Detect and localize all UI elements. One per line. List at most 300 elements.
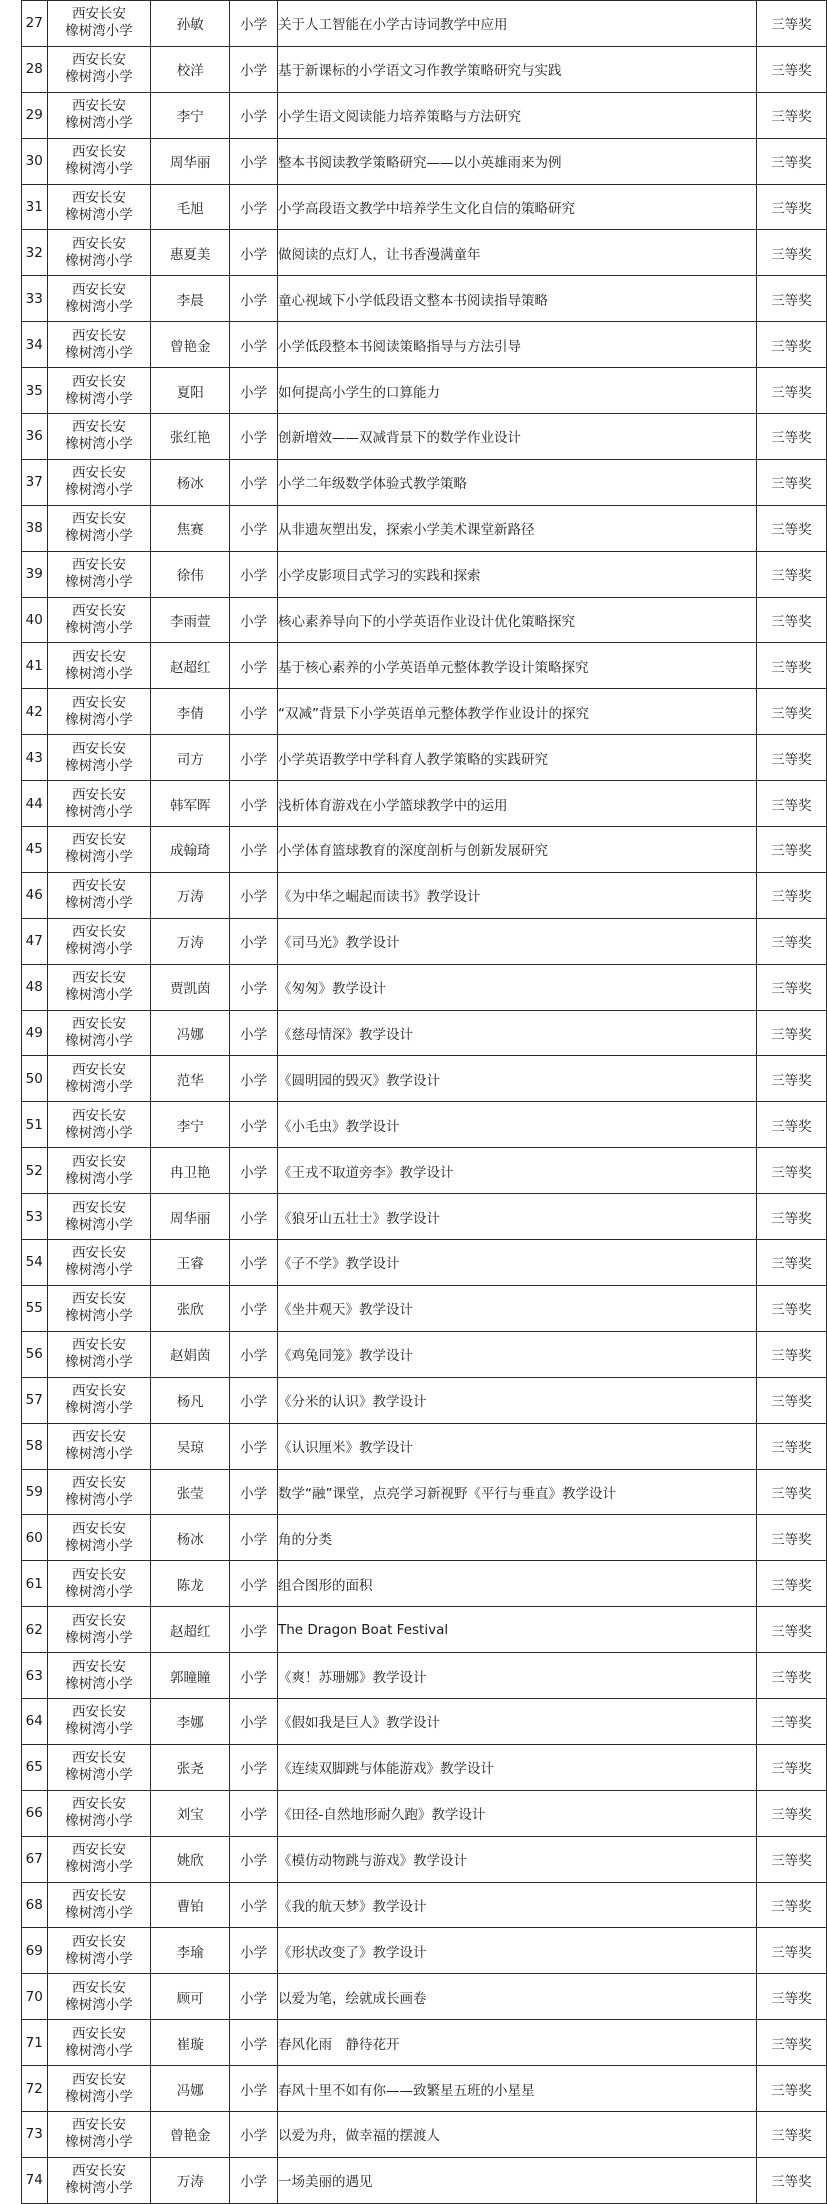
- grade-level: 小学: [230, 1836, 278, 1882]
- grade-level: 小学: [230, 1790, 278, 1836]
- school-cell: [47, 1285, 151, 1331]
- author-name: 范华: [151, 1056, 230, 1102]
- paper-title: 《假如我是巨人》教学设计: [278, 1698, 757, 1744]
- paper-title: 《圆明园的毁灭》教学设计: [278, 1056, 757, 1102]
- author-name: 成翰琦: [151, 827, 230, 873]
- school-cell: [47, 1377, 151, 1423]
- row-number: 68: [22, 1882, 48, 1928]
- author-name: 万涛: [151, 2157, 230, 2203]
- award-level: 三等奖: [756, 1698, 826, 1744]
- school-name-line-2: 橡树湾小学: [65, 1904, 133, 1921]
- row-number: 58: [22, 1423, 48, 1469]
- school-name-line-2: 橡树湾小学: [65, 2180, 133, 2197]
- school-name-line-1: 西安长安: [71, 1933, 126, 1950]
- award-level: 三等奖: [756, 689, 826, 735]
- grade-level: 小学: [230, 1882, 278, 1928]
- award-level: 三等奖: [756, 872, 826, 918]
- author-name: 张红艳: [151, 414, 230, 460]
- table-row: [22, 1377, 827, 1423]
- school-name-line-2: 橡树湾小学: [65, 895, 133, 912]
- grade-level: 小学: [230, 276, 278, 322]
- row-number: 64: [22, 1698, 48, 1744]
- row-number: 70: [22, 1974, 48, 2020]
- school-name-line-2: 橡树湾小学: [65, 23, 133, 40]
- award-level: 三等奖: [756, 138, 826, 184]
- award-level: 三等奖: [756, 1469, 826, 1515]
- award-level: 三等奖: [756, 1148, 826, 1194]
- school-cell: [47, 735, 151, 781]
- row-number: 53: [22, 1194, 48, 1240]
- award-level: 三等奖: [756, 1928, 826, 1974]
- school-name-line-1: 西安长安: [71, 2071, 126, 2088]
- school-cell: [47, 1607, 151, 1653]
- grade-level: 小学: [230, 551, 278, 597]
- school-name-line-2: 橡树湾小学: [65, 1675, 133, 1692]
- award-level: 三等奖: [756, 597, 826, 643]
- author-name: 杨凡: [151, 1377, 230, 1423]
- school-name-line-1: 西安长安: [71, 1750, 126, 1767]
- school-name-line-1: 西安长安: [71, 52, 126, 69]
- table-row: [22, 918, 827, 964]
- paper-title: 童心视域下小学低段语文整本书阅读指导策略: [278, 276, 757, 322]
- paper-title: 《认识厘米》教学设计: [278, 1423, 757, 1469]
- school-cell: [47, 1194, 151, 1240]
- award-level: 三等奖: [756, 1194, 826, 1240]
- author-name: 李雨萱: [151, 597, 230, 643]
- grade-level: 小学: [230, 1148, 278, 1194]
- paper-title: 从非遗灰塑出发，探索小学美术课堂新路径: [278, 505, 757, 551]
- row-number: 51: [22, 1102, 48, 1148]
- row-number: 41: [22, 643, 48, 689]
- author-name: 冉卫艳: [151, 1148, 230, 1194]
- school-name-line-1: 西安长安: [71, 1566, 126, 1583]
- grade-level: 小学: [230, 643, 278, 689]
- row-number: 54: [22, 1240, 48, 1286]
- school-name-line-2: 橡树湾小学: [65, 803, 133, 820]
- paper-title: 《狼牙山五壮士》教学设计: [278, 1194, 757, 1240]
- paper-title: 小学体育篮球教育的深度剖析与创新发展研究: [278, 827, 757, 873]
- school-name-line-2: 橡树湾小学: [65, 436, 133, 453]
- row-number: 37: [22, 459, 48, 505]
- table-row: [22, 1148, 827, 1194]
- school-name-line-1: 西安长安: [71, 924, 126, 941]
- school-name-line-2: 橡树湾小学: [65, 2042, 133, 2059]
- school-name-line-1: 西安长安: [71, 465, 126, 482]
- author-name: 周华丽: [151, 138, 230, 184]
- school-name-line-1: 西安长安: [71, 1979, 126, 1996]
- school-cell: [47, 1974, 151, 2020]
- paper-title: 做阅读的点灯人，让书香漫满童年: [278, 230, 757, 276]
- table-row: [22, 46, 827, 92]
- school-name-line-1: 西安长安: [71, 603, 126, 620]
- paper-title: “双减”背景下小学英语单元整体教学作业设计的探究: [278, 689, 757, 735]
- school-name-line-2: 橡树湾小学: [65, 2088, 133, 2105]
- school-cell: [47, 1744, 151, 1790]
- school-cell: [47, 1102, 151, 1148]
- award-level: 三等奖: [756, 1515, 826, 1561]
- table-row: [22, 1698, 827, 1744]
- grade-level: 小学: [230, 1285, 278, 1331]
- table-row: [22, 781, 827, 827]
- paper-title: 小学皮影项目式学习的实践和探索: [278, 551, 757, 597]
- row-number: 44: [22, 781, 48, 827]
- award-level: 三等奖: [756, 230, 826, 276]
- grade-level: 小学: [230, 872, 278, 918]
- school-name-line-2: 橡树湾小学: [65, 69, 133, 86]
- school-name-line-1: 西安长安: [71, 1291, 126, 1308]
- school-name-line-1: 西安长安: [71, 2117, 126, 2134]
- school-cell: [47, 414, 151, 460]
- row-number: 35: [22, 368, 48, 414]
- paper-title: 小学二年级数学体验式教学策略: [278, 459, 757, 505]
- table-row: [22, 1607, 827, 1653]
- grade-level: 小学: [230, 1377, 278, 1423]
- school-name-line-2: 橡树湾小学: [65, 298, 133, 315]
- school-name-line-2: 橡树湾小学: [65, 1629, 133, 1646]
- school-name-line-2: 橡树湾小学: [65, 1216, 133, 1233]
- paper-title: 角的分类: [278, 1515, 757, 1561]
- award-level: 三等奖: [756, 551, 826, 597]
- table-row: [22, 597, 827, 643]
- school-cell: [47, 1010, 151, 1056]
- grade-level: 小学: [230, 1744, 278, 1790]
- row-number: 55: [22, 1285, 48, 1331]
- school-name-line-2: 橡树湾小学: [65, 1950, 133, 1967]
- school-name-line-2: 橡树湾小学: [65, 1124, 133, 1141]
- grade-level: 小学: [230, 781, 278, 827]
- author-name: 惠夏美: [151, 230, 230, 276]
- row-number: 46: [22, 872, 48, 918]
- author-name: 郭瞳瞳: [151, 1653, 230, 1699]
- school-name-line-2: 橡树湾小学: [65, 1491, 133, 1508]
- award-level: 三等奖: [756, 414, 826, 460]
- school-name-line-1: 西安长安: [71, 1429, 126, 1446]
- row-number: 27: [22, 1, 48, 47]
- row-number: 57: [22, 1377, 48, 1423]
- author-name: 张尧: [151, 1744, 230, 1790]
- school-cell: [47, 1331, 151, 1377]
- author-name: 万涛: [151, 918, 230, 964]
- row-number: 40: [22, 597, 48, 643]
- award-level: 三等奖: [756, 459, 826, 505]
- grade-level: 小学: [230, 1928, 278, 1974]
- paper-title: 《田径-自然地形耐久跑》教学设计: [278, 1790, 757, 1836]
- paper-title: 《连续双脚跳与体能游戏》教学设计: [278, 1744, 757, 1790]
- school-name-line-1: 西安长安: [71, 786, 126, 803]
- table-row: [22, 92, 827, 138]
- row-number: 33: [22, 276, 48, 322]
- school-name-line-1: 西安长安: [71, 648, 126, 665]
- school-cell: [47, 1561, 151, 1607]
- paper-title: 小学生语文阅读能力培养策略与方法研究: [278, 92, 757, 138]
- school-name-line-2: 橡树湾小学: [65, 1033, 133, 1050]
- author-name: 王睿: [151, 1240, 230, 1286]
- school-name-line-1: 西安长安: [71, 327, 126, 344]
- row-number: 69: [22, 1928, 48, 1974]
- author-name: 李娜: [151, 1698, 230, 1744]
- school-name-line-1: 西安长安: [71, 1061, 126, 1078]
- award-level: 三等奖: [756, 92, 826, 138]
- table-row: [22, 735, 827, 781]
- school-name-line-1: 西安长安: [71, 1612, 126, 1629]
- school-cell: [47, 276, 151, 322]
- paper-title: 关于人工智能在小学古诗词教学中应用: [278, 1, 757, 47]
- row-number: 66: [22, 1790, 48, 1836]
- row-number: 28: [22, 46, 48, 92]
- school-name-line-1: 西安长安: [71, 144, 126, 161]
- school-cell: [47, 230, 151, 276]
- row-number: 39: [22, 551, 48, 597]
- table-row: [22, 459, 827, 505]
- table-row: [22, 827, 827, 873]
- school-name-line-1: 西安长安: [71, 1842, 126, 1859]
- grade-level: 小学: [230, 827, 278, 873]
- grade-level: 小学: [230, 322, 278, 368]
- school-cell: [47, 918, 151, 964]
- school-name-line-1: 西安长安: [71, 832, 126, 849]
- school-name-line-1: 西安长安: [71, 557, 126, 574]
- row-number: 72: [22, 2066, 48, 2112]
- award-level: 三等奖: [756, 1285, 826, 1331]
- school-cell: [47, 1148, 151, 1194]
- row-number: 43: [22, 735, 48, 781]
- paper-title: 核心素养导向下的小学英语作业设计优化策略探究: [278, 597, 757, 643]
- row-number: 32: [22, 230, 48, 276]
- school-cell: [47, 459, 151, 505]
- school-name-line-2: 橡树湾小学: [65, 1583, 133, 1600]
- table-row: [22, 643, 827, 689]
- school-cell: [47, 1423, 151, 1469]
- school-cell: [47, 1790, 151, 1836]
- award-level: 三等奖: [756, 1607, 826, 1653]
- school-name-line-2: 橡树湾小学: [65, 757, 133, 774]
- table-row: [22, 1056, 827, 1102]
- table-row: [22, 184, 827, 230]
- row-number: 63: [22, 1653, 48, 1699]
- table-row: [22, 322, 827, 368]
- grade-level: 小学: [230, 184, 278, 230]
- school-name-line-2: 橡树湾小学: [65, 1078, 133, 1095]
- author-name: 张欣: [151, 1285, 230, 1331]
- table-row: [22, 1515, 827, 1561]
- school-name-line-1: 西安长安: [71, 1658, 126, 1675]
- school-name-line-1: 西安长安: [71, 419, 126, 436]
- row-number: 65: [22, 1744, 48, 1790]
- row-number: 38: [22, 505, 48, 551]
- school-name-line-2: 橡树湾小学: [65, 574, 133, 591]
- paper-title: 基于核心素养的小学英语单元整体教学设计策略探究: [278, 643, 757, 689]
- grade-level: 小学: [230, 138, 278, 184]
- award-level: 三等奖: [756, 643, 826, 689]
- row-number: 74: [22, 2157, 48, 2203]
- table-row: [22, 368, 827, 414]
- school-cell: [47, 2020, 151, 2066]
- school-cell: [47, 368, 151, 414]
- grade-level: 小学: [230, 1, 278, 47]
- author-name: 贾凯茵: [151, 964, 230, 1010]
- school-name-line-1: 西安长安: [71, 878, 126, 895]
- author-name: 李宁: [151, 92, 230, 138]
- author-name: 司方: [151, 735, 230, 781]
- grade-level: 小学: [230, 1423, 278, 1469]
- author-name: 李瑜: [151, 1928, 230, 1974]
- award-level: 三等奖: [756, 1882, 826, 1928]
- table-row: [22, 689, 827, 735]
- school-name-line-2: 橡树湾小学: [65, 1170, 133, 1187]
- author-name: 曹铂: [151, 1882, 230, 1928]
- author-name: 杨冰: [151, 459, 230, 505]
- school-cell: [47, 689, 151, 735]
- school-name-line-1: 西安长安: [71, 6, 126, 23]
- author-name: 陈龙: [151, 1561, 230, 1607]
- table-row: [22, 1010, 827, 1056]
- table-row: [22, 1790, 827, 1836]
- paper-title: 创新增效——双减背景下的数学作业设计: [278, 414, 757, 460]
- award-level: 三等奖: [756, 184, 826, 230]
- school-name-line-1: 西安长安: [71, 1245, 126, 1262]
- row-number: 62: [22, 1607, 48, 1653]
- row-number: 34: [22, 322, 48, 368]
- award-level: 三等奖: [756, 1744, 826, 1790]
- table-row: [22, 1882, 827, 1928]
- author-name: 顾可: [151, 1974, 230, 2020]
- paper-title: 《形状改变了》教学设计: [278, 1928, 757, 1974]
- table-row: [22, 1744, 827, 1790]
- award-level: 三等奖: [756, 827, 826, 873]
- author-name: 杨冰: [151, 1515, 230, 1561]
- paper-title: 《坐井观天》教学设计: [278, 1285, 757, 1331]
- grade-level: 小学: [230, 918, 278, 964]
- grade-level: 小学: [230, 1974, 278, 2020]
- paper-title: 如何提高小学生的口算能力: [278, 368, 757, 414]
- author-name: 夏阳: [151, 368, 230, 414]
- school-cell: [47, 505, 151, 551]
- row-number: 49: [22, 1010, 48, 1056]
- school-name-line-2: 橡树湾小学: [65, 987, 133, 1004]
- row-number: 31: [22, 184, 48, 230]
- author-name: 李倩: [151, 689, 230, 735]
- school-cell: [47, 46, 151, 92]
- grade-level: 小学: [230, 92, 278, 138]
- school-name-line-1: 西安长安: [71, 1383, 126, 1400]
- row-number: 50: [22, 1056, 48, 1102]
- award-level: 三等奖: [756, 1423, 826, 1469]
- paper-title: 春风化雨 静待花开: [278, 2020, 757, 2066]
- author-name: 校洋: [151, 46, 230, 92]
- grade-level: 小学: [230, 230, 278, 276]
- school-cell: [47, 2066, 151, 2112]
- author-name: 姚欣: [151, 1836, 230, 1882]
- awards-table: [21, 0, 827, 2204]
- award-level: 三等奖: [756, 2157, 826, 2203]
- school-name-line-1: 西安长安: [71, 1153, 126, 1170]
- school-name-line-2: 橡树湾小学: [65, 115, 133, 132]
- table-row: [22, 964, 827, 1010]
- paper-title: 《小毛虫》教学设计: [278, 1102, 757, 1148]
- award-level: 三等奖: [756, 2020, 826, 2066]
- award-level: 三等奖: [756, 322, 826, 368]
- school-name-line-2: 橡树湾小学: [65, 1859, 133, 1876]
- paper-title: 《为中华之崛起而读书》教学设计: [278, 872, 757, 918]
- school-cell: [47, 138, 151, 184]
- award-level: 三等奖: [756, 1056, 826, 1102]
- author-name: 万涛: [151, 872, 230, 918]
- award-level: 三等奖: [756, 918, 826, 964]
- school-name-line-2: 橡树湾小学: [65, 1813, 133, 1830]
- award-level: 三等奖: [756, 1331, 826, 1377]
- school-name-line-2: 橡树湾小学: [65, 482, 133, 499]
- row-number: 42: [22, 689, 48, 735]
- school-name-line-2: 橡树湾小学: [65, 161, 133, 178]
- row-number: 56: [22, 1331, 48, 1377]
- table-row: [22, 1240, 827, 1286]
- grade-level: 小学: [230, 1653, 278, 1699]
- award-level: 三等奖: [756, 964, 826, 1010]
- award-level: 三等奖: [756, 46, 826, 92]
- row-number: 71: [22, 2020, 48, 2066]
- author-name: 李晨: [151, 276, 230, 322]
- school-name-line-1: 西安长安: [71, 970, 126, 987]
- award-level: 三等奖: [756, 1010, 826, 1056]
- school-name-line-1: 西安长安: [71, 98, 126, 115]
- grade-level: 小学: [230, 505, 278, 551]
- author-name: 焦赛: [151, 505, 230, 551]
- paper-title: 《爽！苏珊娜》教学设计: [278, 1653, 757, 1699]
- school-cell: [47, 184, 151, 230]
- award-level: 三等奖: [756, 735, 826, 781]
- school-name-line-2: 橡树湾小学: [65, 207, 133, 223]
- table-row: [22, 1102, 827, 1148]
- paper-title: 《司马光》教学设计: [278, 918, 757, 964]
- row-number: 67: [22, 1836, 48, 1882]
- grade-level: 小学: [230, 1607, 278, 1653]
- row-number: 59: [22, 1469, 48, 1515]
- school-name-line-2: 橡树湾小学: [65, 1446, 133, 1463]
- grade-level: 小学: [230, 1240, 278, 1286]
- table-row: [22, 414, 827, 460]
- grade-level: 小学: [230, 2111, 278, 2157]
- author-name: 赵超红: [151, 643, 230, 689]
- author-name: 李宁: [151, 1102, 230, 1148]
- school-name-line-1: 西安长安: [71, 1016, 126, 1033]
- award-level: 三等奖: [756, 2066, 826, 2112]
- school-cell: [47, 872, 151, 918]
- award-level: 三等奖: [756, 2111, 826, 2157]
- grade-level: 小学: [230, 964, 278, 1010]
- author-name: 赵娟茵: [151, 1331, 230, 1377]
- author-name: 刘宝: [151, 1790, 230, 1836]
- school-name-line-1: 西安长安: [71, 190, 126, 206]
- table-row: [22, 2066, 827, 2112]
- grade-level: 小学: [230, 1698, 278, 1744]
- table-row: [22, 1194, 827, 1240]
- award-level: 三等奖: [756, 505, 826, 551]
- paper-title: 以爱为笔，绘就成长画卷: [278, 1974, 757, 2020]
- paper-title: 小学低段整本书阅读策略指导与方法引导: [278, 322, 757, 368]
- row-number: 52: [22, 1148, 48, 1194]
- author-name: 曾艳金: [151, 322, 230, 368]
- paper-title: 《分米的认识》教学设计: [278, 1377, 757, 1423]
- school-name-line-2: 橡树湾小学: [65, 1996, 133, 2013]
- author-name: 冯娜: [151, 2066, 230, 2112]
- table-row: [22, 1836, 827, 1882]
- row-number: 60: [22, 1515, 48, 1561]
- grade-level: 小学: [230, 414, 278, 460]
- paper-title: 《匆匆》教学设计: [278, 964, 757, 1010]
- school-name-line-1: 西安长安: [71, 694, 126, 711]
- school-name-line-2: 橡树湾小学: [65, 1721, 133, 1738]
- table-row: [22, 1561, 827, 1607]
